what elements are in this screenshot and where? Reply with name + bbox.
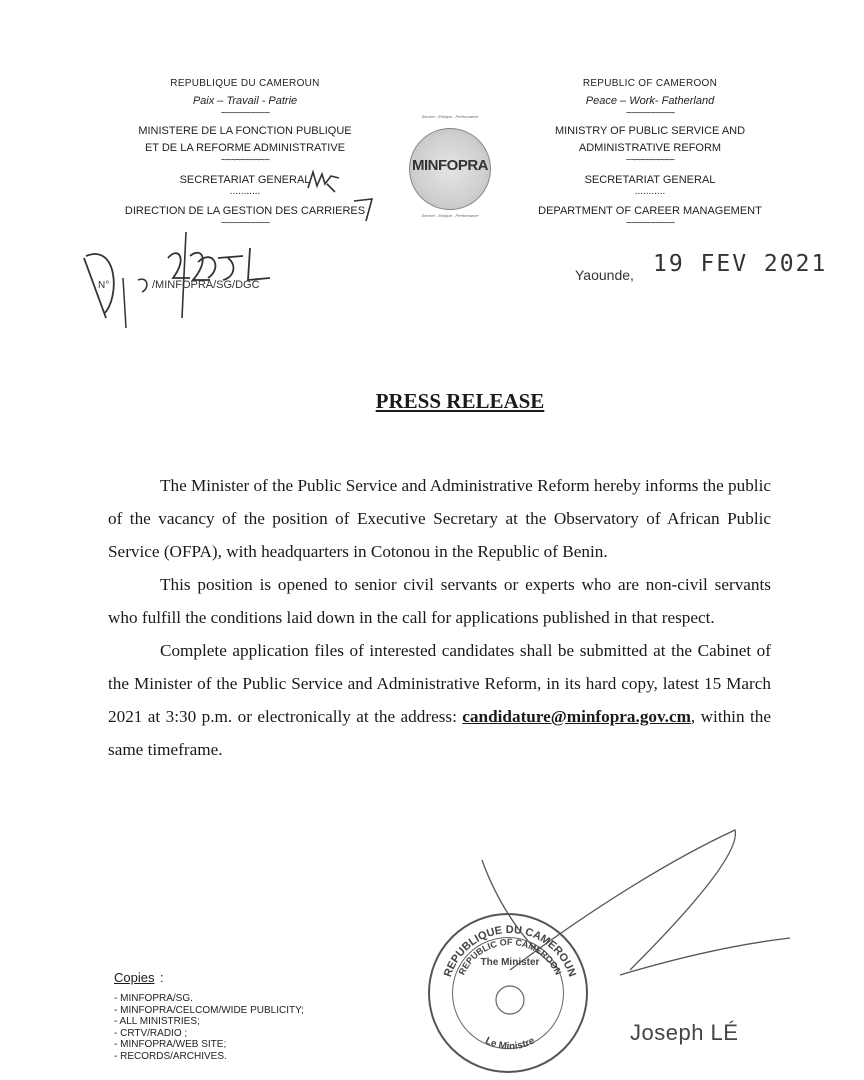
secretariat-en: SECRETARIAT GENERAL [584, 174, 716, 186]
paragraph-1: The Minister of the Public Service and Administrative Reform hereby informs the public of the vacancy of the position of Executive Secretary at the Observatory of African Public Service (OFPA), with headquarters in Cotonou in the Republic of Benin. [108, 476, 771, 561]
separator: ~~~~~~~~~~ [625, 108, 675, 119]
ministry-name-en-2: ADMINISTRATIVE REFORM [578, 142, 722, 154]
list-item: - ALL MINISTRIES; [114, 1016, 200, 1028]
paragraph-3-end: , within the same timeframe. [108, 707, 771, 759]
country-name-en: REPUBLIC OF CAMEROON [582, 78, 718, 89]
header-right [525, 76, 775, 230]
header-left [100, 76, 390, 230]
svg-text:Le Ministre [483, 1035, 537, 1052]
country-name-fr: REPUBLIQUE DU CAMEROUN [170, 78, 320, 89]
ministry-name-en-1: MINISTRY OF PUBLIC SERVICE AND [554, 125, 746, 137]
logo-motto-top: Service - Ethique - Performance [421, 114, 479, 119]
list-item: - CRTV/RADIO ; [114, 1027, 188, 1039]
separator: ~~~~~~~~~~ [220, 108, 270, 119]
copies-list [114, 993, 304, 1063]
motto-en: Peace – Work- Fatherland [585, 95, 715, 107]
official-seal [428, 913, 588, 1073]
ministry-name-fr-2: ET DE LA REFORME ADMINISTRATIVE [144, 142, 346, 154]
signatory-name: Joseph LÉ [630, 1020, 739, 1045]
minfopra-logo [402, 112, 498, 222]
handwritten-reference-number [78, 218, 278, 333]
seal-text [430, 915, 590, 1075]
list-item: - RECORDS/ARCHIVES. [114, 1050, 227, 1062]
paragraph-3-text: Complete application files of interested candidates shall be submitted at the Cabinet of the Minister of the Public Service and Administrative Reform, in its hard copy, latest 15 March 2021 at 3:30 p.m. or electronically at the address: [108, 641, 771, 726]
list-item: - MINFOPRA/CELCOM/WIDE PUBLICITY; [114, 1004, 304, 1016]
motto-fr: Paix – Travail - Patrie [192, 95, 298, 107]
direction-fr: DIRECTION DE LA GESTION DES CARRIERES [124, 205, 366, 217]
seal-minister-fr: Le Ministre [483, 1035, 537, 1053]
logo-motto-bottom: Service - Ethique - Performance [421, 213, 479, 218]
ministry-name-fr-1: MINISTERE DE LA FONCTION PUBLIQUE [138, 125, 352, 137]
page-title: PRESS RELEASE [375, 389, 545, 413]
date-stamp: 19 FEV 2021 [653, 251, 828, 277]
seal-top-text-2: REPUBLIC OF CAMEROON [456, 936, 564, 977]
list-item: - MINFOPRA/SG. [114, 993, 193, 1004]
initials-scribble-2 [352, 195, 377, 225]
separator: ~~~~~~~~~~ [220, 155, 270, 166]
copies-title: Copies [114, 970, 155, 985]
dots-separator: ........... [634, 186, 666, 197]
list-item: - MINFOPRA/WEB SITE; [114, 1039, 227, 1051]
paragraph-2: This position is opened to senior civil servants or experts who are non-civil servants who fulfill the conditions laid down in the call for applications published in that respect. [108, 575, 771, 627]
paragraph-3 [108, 634, 771, 766]
secretariat-fr: SECRETARIAT GENERAL [179, 174, 311, 186]
separator: ~~~~~~~~~~ [220, 218, 270, 229]
press-release-body [108, 469, 771, 766]
separator: ~~~~~~~~~~ [625, 218, 675, 229]
separator: ~~~~~~~~~~ [625, 155, 675, 166]
department-en: DEPARTMENT OF CAREER MANAGEMENT [538, 205, 762, 217]
email-link[interactable]: candidature@minfopra.gov.cm [462, 707, 691, 726]
logo-text: MINFOPRA [412, 157, 488, 174]
seal-top-text: REPUBLIQUE DU CAMEROUN [441, 923, 579, 979]
seal-minister-en: The Minister [480, 957, 540, 968]
copies-colon: : [160, 970, 164, 985]
place: Yaounde, [575, 267, 634, 283]
initials-scribble [305, 166, 345, 196]
reference-code: /MINFOPRA/SG/DGC [152, 279, 260, 291]
reference-number-prefix: N° [98, 280, 110, 291]
dots-separator: ........... [229, 186, 261, 197]
